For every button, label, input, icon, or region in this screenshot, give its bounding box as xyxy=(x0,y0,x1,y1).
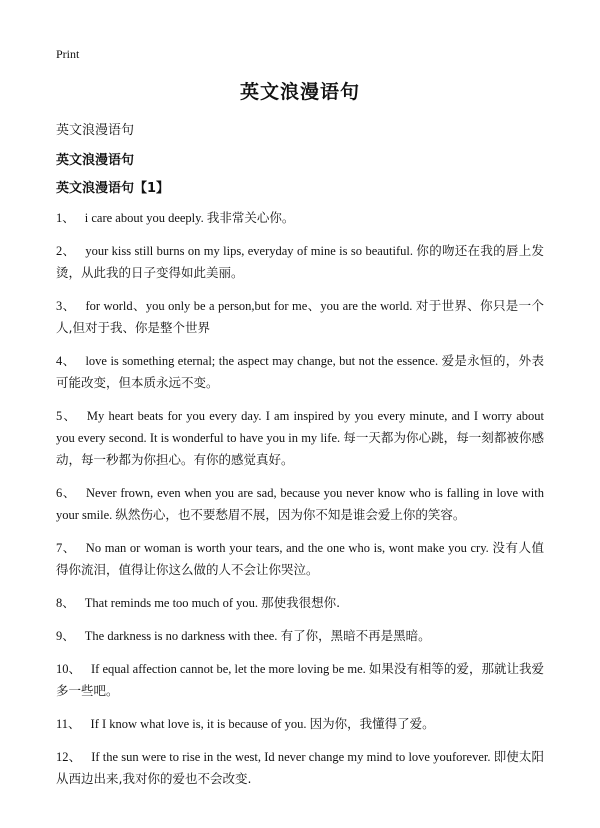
item-chinese: 那使我很想你. xyxy=(261,595,341,610)
item-english: No man or woman is worth your tears, and the one who is, wont make you cry. xyxy=(85,541,493,555)
item-english: i care about you deeply. xyxy=(84,211,207,225)
list-item xyxy=(56,350,544,394)
item-english: If equal affection cannot be, let the more loving be me. xyxy=(91,662,369,676)
item-number: 8、 xyxy=(56,596,75,610)
item-number: 3、 xyxy=(56,299,76,313)
item-number: 6、 xyxy=(56,486,77,500)
subtitle-plain: 英文浪漫语句 xyxy=(56,123,135,138)
item-chinese: 因为你，我懂得了爱。 xyxy=(309,716,435,731)
list-item xyxy=(56,240,544,284)
item-english: My heart beats for you every day. I am inspired by you every minute, and I worry about you every second. It is wonderful to have you in my life. xyxy=(56,409,544,445)
section-heading: 英文浪漫语句【1】 xyxy=(56,181,170,196)
item-number: 10、 xyxy=(56,662,82,676)
list-item xyxy=(56,713,544,735)
phrase-list xyxy=(56,207,544,790)
item-english: That reminds me too much of you. xyxy=(84,596,262,610)
item-english: The darkness is no darkness with thee. xyxy=(84,629,281,643)
item-english: for world、you only be a person,but for me、you are the world. xyxy=(85,299,416,313)
item-chinese: 你的吻还在我的唇上发烫，从此我的日子变得如此美丽。 xyxy=(56,243,544,280)
list-item xyxy=(56,405,544,471)
page-title: 英文浪漫语句 xyxy=(239,81,360,103)
list-item xyxy=(56,746,544,790)
list-item xyxy=(56,295,544,339)
item-number: 5、 xyxy=(56,409,77,423)
item-number: 7、 xyxy=(56,541,76,555)
item-english: love is something eternal; the aspect may change, but not the essence. xyxy=(85,354,442,368)
list-item xyxy=(56,537,544,581)
item-chinese: 即使太阳从西边出来,我对你的爱也不会改变. xyxy=(56,749,544,786)
item-chinese: 我非常关心你。 xyxy=(206,210,295,225)
item-number: 9、 xyxy=(56,629,75,643)
print-label[interactable]: Print xyxy=(56,47,80,61)
subtitle-bold: 英文浪漫语句 xyxy=(56,153,135,168)
item-english: your kiss still burns on my lips, everyday of mine is so beautiful. xyxy=(85,244,417,258)
item-chinese: 对于世界、你只是一个人,但对于我、你是整个世界 xyxy=(56,298,544,335)
item-chinese: 每一天都为你心跳，每一刻都被你感动，每一秒都为你担心。有你的感觉真好。 xyxy=(56,430,544,467)
list-item xyxy=(56,658,544,702)
item-number: 4、 xyxy=(56,354,76,368)
item-chinese: 纵然伤心，也不要愁眉不展，因为你不知是谁会爱上你的笑容。 xyxy=(115,507,466,522)
item-chinese: 有了你，黑暗不再是黑暗。 xyxy=(280,628,431,643)
item-english: If the sun were to rise in the west, Id never change my mind to love youforever. xyxy=(91,750,494,764)
item-number: 2、 xyxy=(56,244,76,258)
item-chinese: 爱是永恒的，外表可能改变，但本质永远不变。 xyxy=(56,353,544,390)
item-number: 11、 xyxy=(56,717,81,731)
list-item xyxy=(56,625,544,647)
list-item xyxy=(56,592,544,614)
item-number: 1、 xyxy=(56,211,75,225)
list-item xyxy=(56,207,544,229)
item-chinese: 如果没有相等的爱，那就让我爱多一些吧。 xyxy=(56,661,544,698)
item-number: 12、 xyxy=(56,750,82,764)
list-item xyxy=(56,482,544,526)
item-english: Never frown, even when you are sad, because you never know who is falling in love with your smile. xyxy=(56,486,544,522)
item-english: If I know what love is, it is because of you. xyxy=(90,717,310,731)
item-chinese: 没有人值得你流泪，值得让你这么做的人不会让你哭泣。 xyxy=(56,540,544,577)
